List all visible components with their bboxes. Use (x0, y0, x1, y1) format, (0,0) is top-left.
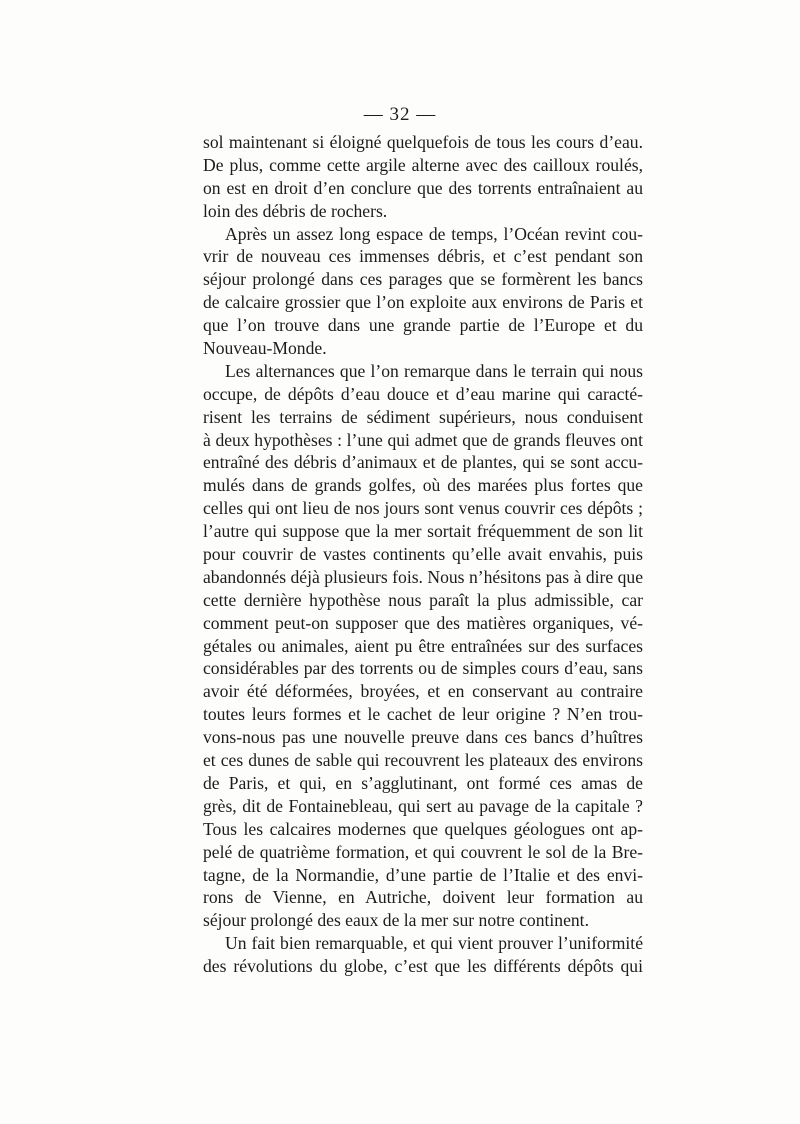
text-line: rons de Vienne, en Autriche, doivent leur formation au (203, 887, 643, 908)
text-line: comment peut-on supposer que des matières organiques, vé- (203, 612, 643, 633)
text-line: l’autre qui suppose que la mer sortait fréquemment de son lit (203, 521, 643, 542)
text-line: entraîné des débris d’animaux et de plantes, qui se sont accu- (203, 452, 643, 473)
text-line: celles qui ont lieu de nos jours sont venus couvrir ces dépôts ; (203, 498, 643, 519)
text-line: séjour prolongé dans ces parages que se formèrent les bancs (203, 269, 643, 290)
text-line: et ces dunes de sable qui recouvrent les plateaux des environs (203, 750, 643, 771)
text-line: occupe, de dépôts d’eau douce et d’eau marine qui caracté- (203, 383, 643, 404)
text-line: de calcaire grossier que l’on exploite aux environs de Paris et (203, 292, 643, 313)
body-text (203, 131, 643, 978)
text-line: Après un assez long espace de temps, l’Océan revint cou- (225, 223, 643, 244)
page-number-header: — 32 — (363, 104, 437, 125)
text-line: De plus, comme cette argile alterne avec des cailloux roulés, (203, 154, 643, 175)
text-line: vons-nous pas une nouvelle preuve dans ces bancs d’huîtres (203, 727, 643, 748)
text-line: loin des débris de rochers. (203, 200, 388, 221)
text-line: mulés dans de grands golfes, où des marées plus fortes que (203, 475, 643, 496)
text-line: à deux hypothèses : l’une qui admet que de grands fleuves ont (203, 429, 643, 450)
text-line: considérables par des torrents ou de simples cours d’eau, sans (203, 658, 643, 679)
text-line: vrir de nouveau ces immenses débris, et c’est pendant son (203, 246, 643, 267)
text-line: gétales ou animales, aient pu être entraînées sur des surfaces (203, 635, 643, 656)
text-line: Les alternances que l’on remarque dans le terrain qui nous (225, 360, 643, 381)
text-line: grès, dit de Fontainebleau, qui sert au pavage de la capitale ? (203, 795, 643, 816)
text-line: Tous les calcaires modernes que quelques géologues ont ap- (203, 818, 643, 839)
text-line: on est en droit d’en conclure que des torrents entraînaient au (203, 177, 643, 198)
text-line: sol maintenant si éloigné quelquefois de tous les cours d’eau. (203, 132, 643, 152)
text-line: Nouveau-Monde. (203, 338, 327, 359)
text-line: cette dernière hypothèse nous paraît la plus admissible, car (203, 589, 643, 610)
text-line: tagne, de la Normandie, d’une partie de l’Italie et des envi- (203, 864, 643, 885)
text-line: toutes leurs formes et le cachet de leur origine ? N’en trou- (203, 704, 643, 725)
text-line: avoir été déformées, broyées, et en conservant au contraire (203, 681, 643, 702)
text-line: pour couvrir de vastes continents qu’elle avait envahis, puis (203, 544, 643, 565)
text-line: risent les terrains de sédiment supérieurs, nous conduisent (203, 406, 643, 427)
text-line: pelé de quatrième formation, et qui couvrent le sol de la Bre- (203, 841, 643, 862)
text-line: séjour prolongé des eaux de la mer sur notre continent. (203, 910, 589, 931)
text-line: Un fait bien remarquable, et qui vient prouver l’uniformité (225, 933, 643, 954)
text-line: que l’on trouve dans une grande partie de l’Europe et du (203, 315, 643, 336)
text-line: des révolutions du globe, c’est que les différents dépôts qui (203, 956, 643, 977)
text-line: de Paris, et qui, en s’agglutinant, ont formé ces amas de (203, 772, 643, 793)
text-line: abandonnés déjà plusieurs fois. Nous n’hésitons pas à dire que (203, 566, 643, 587)
